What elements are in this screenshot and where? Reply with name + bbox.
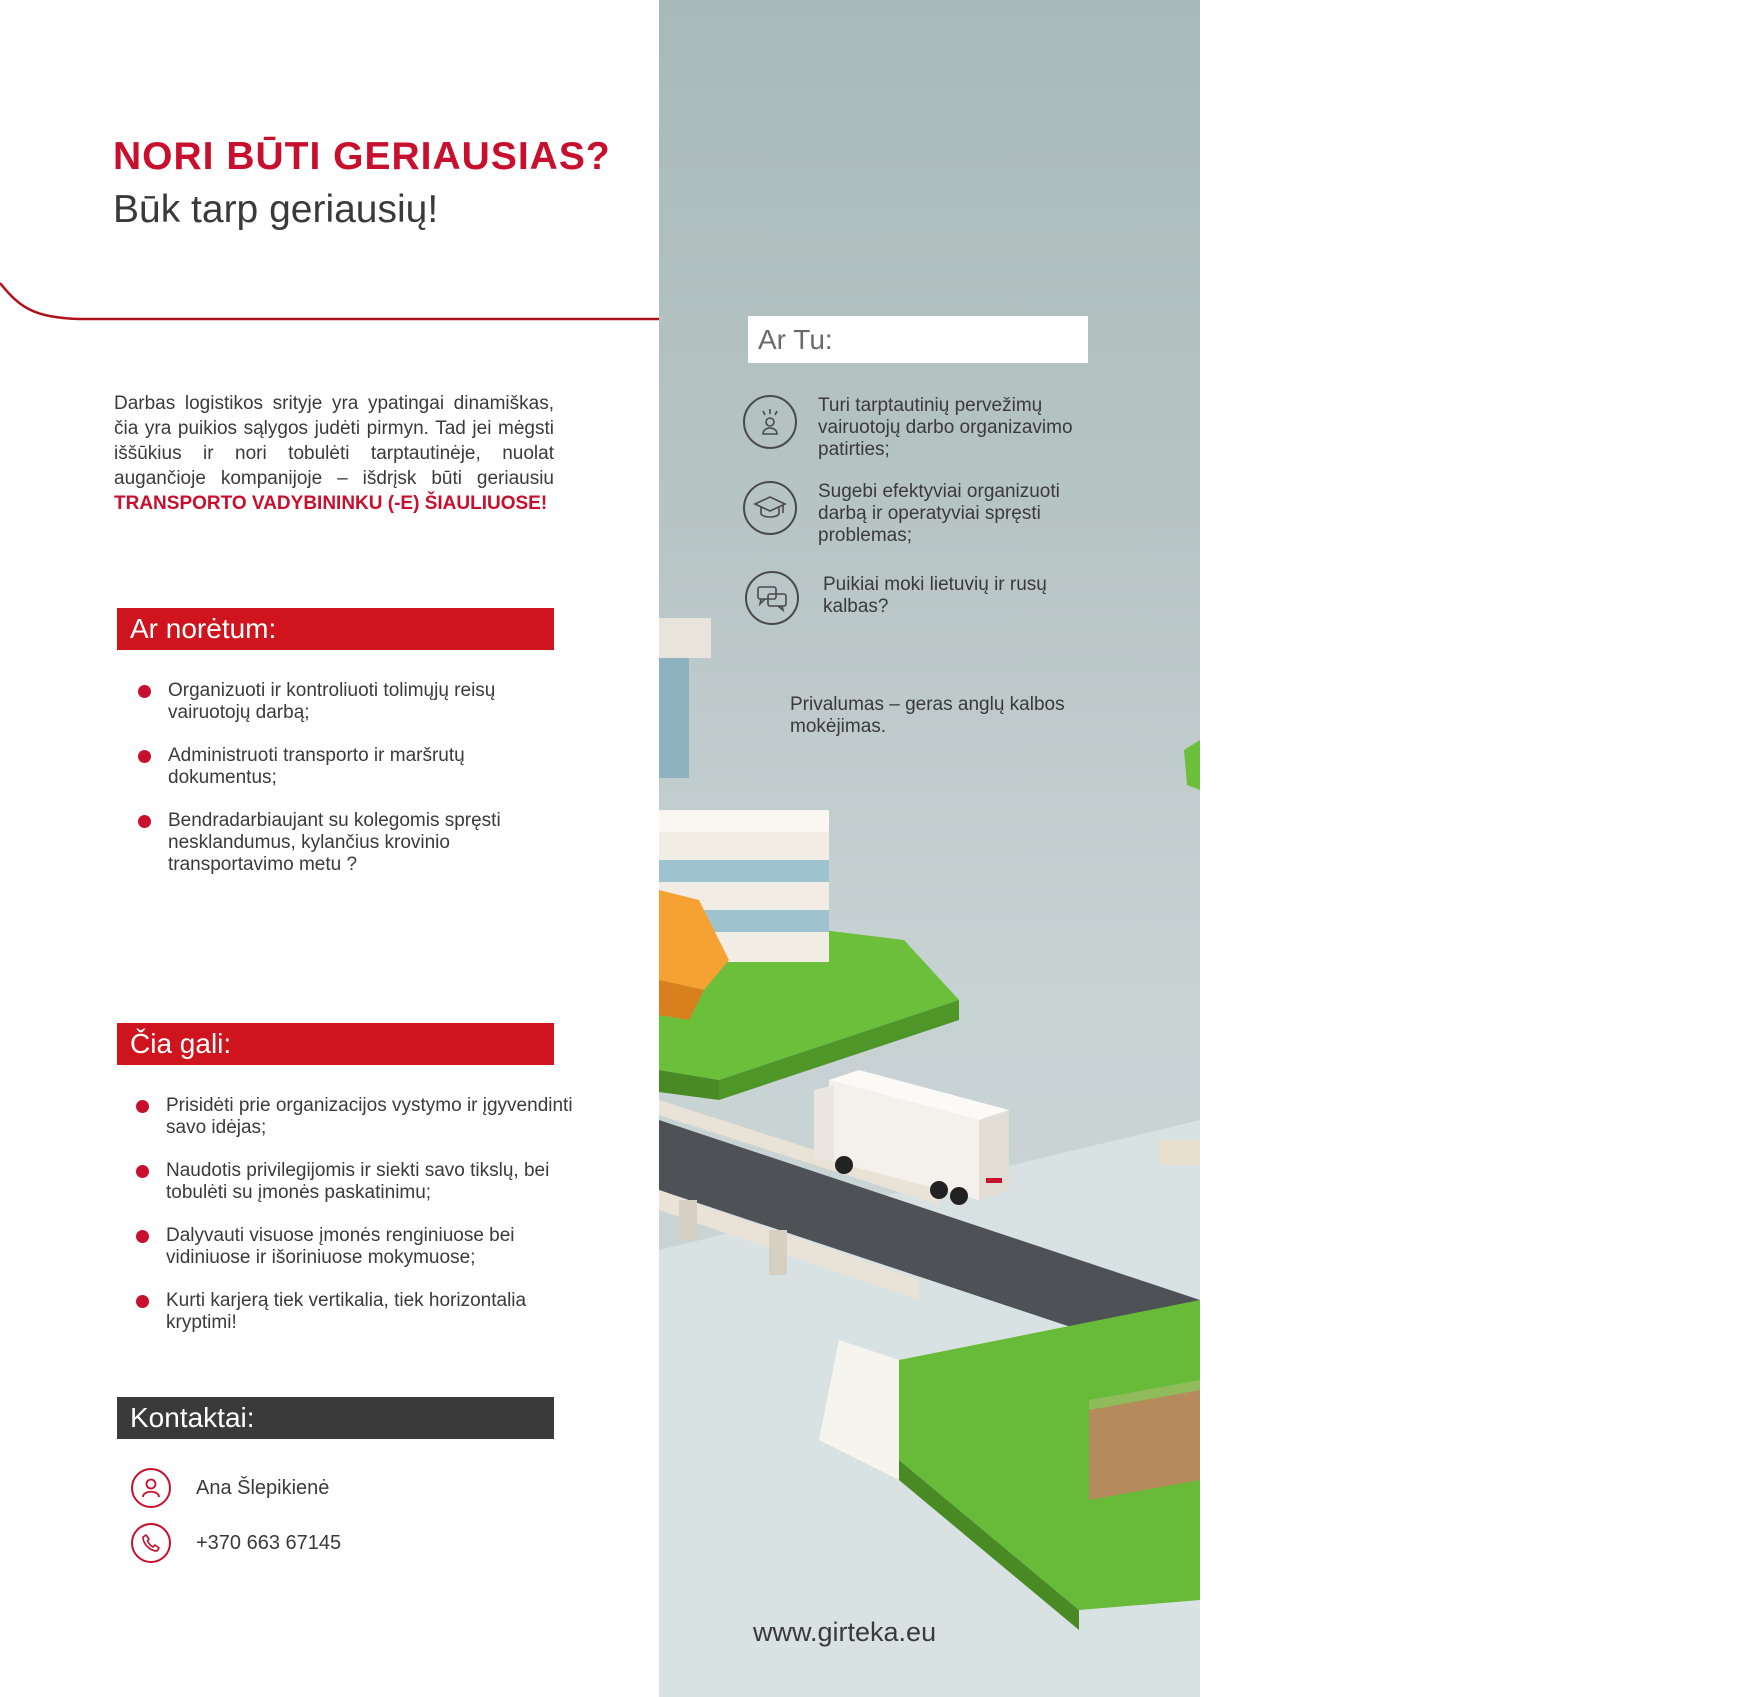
here-you-can-heading: Čia gali: xyxy=(117,1023,554,1065)
website-link[interactable]: www.girteka.eu xyxy=(753,1617,937,1647)
page-title: NORI BŪTI GERIAUSIAS? xyxy=(113,135,611,178)
here-you-can-list xyxy=(136,1095,576,1355)
requirement-item xyxy=(745,571,1103,625)
logo-wordmark: Girteka xyxy=(1515,148,1729,217)
list-item-text: Naudotis privilegijomis ir siekti savo tikslų, bei tobulėti su įmonės paskatinimu; xyxy=(166,1160,550,1203)
page-subtitle: Būk tarp geriausių! xyxy=(113,188,439,231)
list-item xyxy=(136,1225,576,1269)
list-item xyxy=(138,745,578,789)
requirement-text: Sugebi efektyviai organizuoti darbą ir operatyviai spręsti problemas; xyxy=(818,481,1060,546)
left-panel xyxy=(0,0,659,1697)
intro-paragraph xyxy=(114,391,554,516)
person-idea-icon xyxy=(743,395,797,449)
list-item xyxy=(136,1160,576,1204)
bullet-icon xyxy=(136,1230,149,1243)
are-you-heading: Ar Tu: xyxy=(748,316,1088,363)
graduation-cap-icon xyxy=(743,481,797,535)
bullet-icon xyxy=(136,1100,149,1113)
contacts-heading: Kontaktai: xyxy=(117,1397,554,1439)
list-item xyxy=(136,1095,576,1139)
bullet-icon xyxy=(138,815,151,828)
person-icon xyxy=(131,1468,171,1508)
chat-bubbles-icon xyxy=(745,571,799,625)
contact-phone[interactable]: +370 663 67145 xyxy=(196,1531,342,1554)
right-panel xyxy=(659,0,1737,1697)
list-item-text: Prisidėti prie organizacijos vystymo ir įgyvendinti savo idėjas; xyxy=(166,1095,573,1138)
would-like-heading: Ar norėtum: xyxy=(117,608,554,650)
logo-tagline: LOGISTICS xyxy=(1650,215,1737,232)
list-item-text: Administruoti transporto ir maršrutų dokumentus; xyxy=(168,745,465,788)
list-item-text: Organizuoti ir kontroliuoti tolimųjų reisų vairuotojų darbą; xyxy=(168,680,496,723)
list-item xyxy=(138,810,578,876)
contact-phone-row xyxy=(131,1523,341,1563)
phone-icon xyxy=(131,1523,171,1563)
list-item-text: Kurti karjerą tiek vertikalia, tiek horizontalia kryptimi! xyxy=(166,1290,527,1333)
logistics-scene-illustration xyxy=(659,600,1200,1697)
requirement-text: Puikiai moki lietuvių ir rusų kalbas? xyxy=(823,574,1047,617)
list-item xyxy=(138,680,578,724)
advantage-note: Privalumas – geras anglų kalbos mokėjimas. xyxy=(790,694,1065,737)
would-like-list xyxy=(138,680,578,897)
list-item-text: Bendradarbiaujant su kolegomis spręsti nesklandumus, kylančius krovinio transportavimo metu ? xyxy=(168,810,501,875)
bullet-icon xyxy=(136,1165,149,1178)
contact-name-row xyxy=(131,1468,329,1508)
girteka-logo xyxy=(1412,115,1752,245)
contact-name: Ana Šlepikienė xyxy=(196,1476,330,1499)
bullet-icon xyxy=(136,1295,149,1308)
requirement-item xyxy=(743,395,1098,461)
bullet-icon xyxy=(138,685,151,698)
bullet-icon xyxy=(138,750,151,763)
requirement-text: Turi tarptautinių pervežimų vairuotojų darbo organizavimo patirties; xyxy=(818,395,1073,460)
intro-highlight: TRANSPORTO VADYBININKU (-E) ŠIAULIUOSE! xyxy=(114,493,548,514)
list-item-text: Dalyvauti visuose įmonės renginiuose bei vidiniuose ir išoriniuose mokymuose; xyxy=(166,1225,515,1268)
decorative-curve xyxy=(0,250,659,320)
requirement-item xyxy=(743,481,1098,547)
intro-text: Darbas logistikos srityje yra ypatingai dinamiškas, čia yra puikios sąlygos judėti pirmyn. Tad jei mėgsti iššūkius ir nori tobulėti tarptautinėje, nuolat augančioje kompanijoje – išdrįsk būti geriausiu xyxy=(114,393,554,489)
list-item xyxy=(136,1290,576,1334)
